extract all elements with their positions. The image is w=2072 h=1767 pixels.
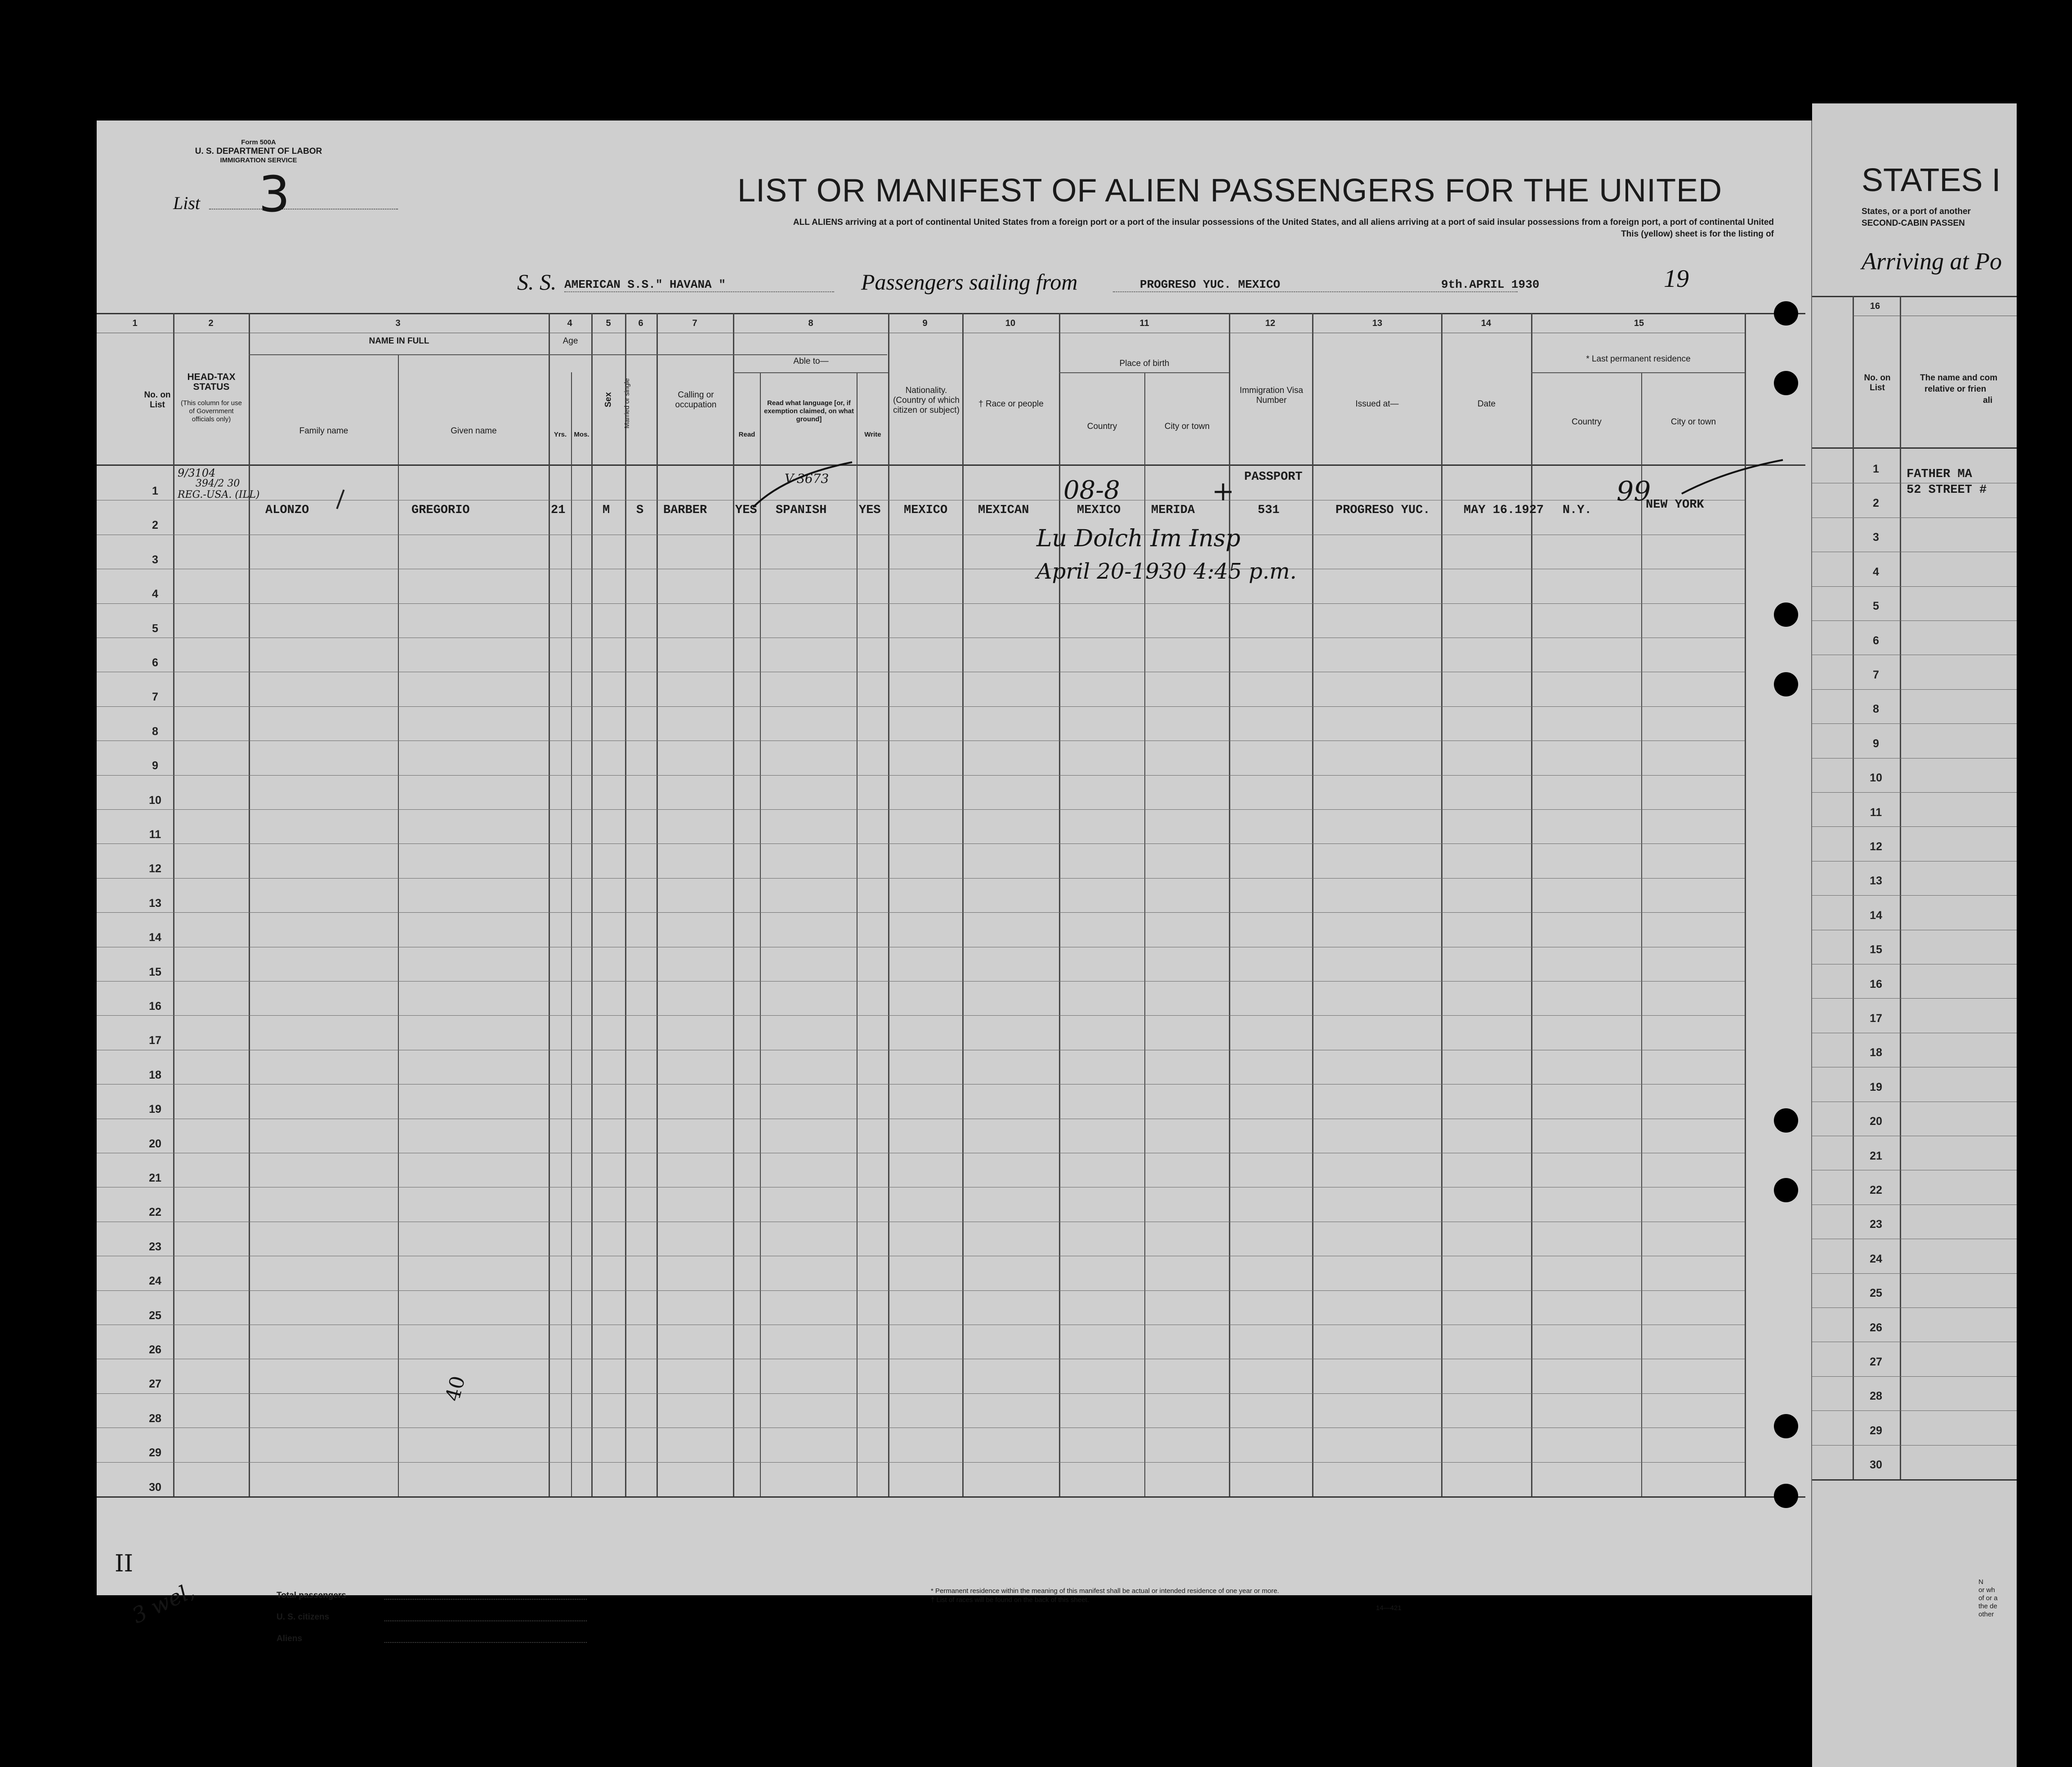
punch-hole bbox=[1774, 602, 1798, 627]
sailing-underline bbox=[1113, 291, 1518, 292]
punch-hole bbox=[1774, 672, 1798, 696]
colnum-6: 6 bbox=[638, 318, 643, 328]
form-number: Form 500A bbox=[241, 138, 276, 146]
row-divider bbox=[1812, 1410, 2017, 1411]
header-residence-country: Country bbox=[1572, 417, 1602, 427]
handwritten-cross: + bbox=[1212, 476, 1235, 507]
row-number: 16 bbox=[149, 1000, 161, 1013]
row-number: 14 bbox=[149, 931, 161, 944]
birth-country: MEXICO bbox=[1077, 504, 1121, 517]
continuation-row-number: 10 bbox=[1870, 772, 1882, 785]
continuation-row-number: 26 bbox=[1870, 1321, 1882, 1334]
colnum-4: 4 bbox=[567, 318, 572, 328]
row-divider bbox=[1812, 758, 2017, 759]
header-age: Age bbox=[563, 336, 578, 346]
col-divider bbox=[571, 372, 572, 1496]
row-number: 10 bbox=[149, 794, 161, 807]
punch-hole bbox=[1774, 1414, 1798, 1438]
continuation-subtitle: SECOND-CABIN PASSEN bbox=[1862, 219, 1965, 228]
header-family-name: Family name bbox=[299, 426, 348, 436]
list-number: 3 bbox=[259, 165, 290, 223]
row-divider bbox=[1812, 1273, 2017, 1274]
header-date: Date bbox=[1477, 399, 1496, 409]
row-divider bbox=[97, 1393, 1745, 1394]
continuation-no-on-list: No. on List bbox=[1864, 373, 1891, 393]
colnum-14: 14 bbox=[1481, 318, 1491, 328]
punch-hole bbox=[1774, 301, 1798, 326]
continuation-row-number: 30 bbox=[1870, 1459, 1882, 1472]
col-divider bbox=[1531, 313, 1532, 1496]
footer-underline bbox=[384, 1620, 587, 1621]
continuation-row-number: 21 bbox=[1870, 1149, 1882, 1162]
row-number: 4 bbox=[152, 588, 158, 601]
sex: M bbox=[603, 504, 610, 517]
manifest-title: LIST OR MANIFEST OF ALIEN PASSENGERS FOR THE UNITED bbox=[737, 173, 1723, 209]
can-write: YES bbox=[859, 504, 881, 517]
continuation-footer: N or wh of or a the de other bbox=[1978, 1578, 1998, 1618]
row-divider bbox=[1812, 620, 2017, 621]
margin-mark: II bbox=[115, 1550, 134, 1577]
continuation-row-number: 25 bbox=[1870, 1287, 1882, 1300]
continuation-row-number: 24 bbox=[1870, 1252, 1882, 1265]
footer-underline bbox=[384, 1642, 587, 1643]
colnum-9: 9 bbox=[922, 318, 928, 328]
punch-hole bbox=[1774, 1484, 1798, 1508]
col-divider bbox=[656, 313, 658, 1496]
row-divider bbox=[97, 775, 1745, 776]
checkmark bbox=[336, 490, 344, 509]
col-divider bbox=[1900, 296, 1901, 1479]
col-divider bbox=[625, 313, 626, 1496]
visa-type: PASSPORT bbox=[1244, 470, 1303, 484]
birth-city: MERIDA bbox=[1151, 504, 1195, 517]
row-divider bbox=[97, 912, 1745, 913]
ss-label: S. S. bbox=[517, 269, 557, 294]
continuation-row-number: 4 bbox=[1873, 565, 1879, 578]
footer-total-passengers: Total passengers bbox=[277, 1591, 346, 1600]
age-years: 21 bbox=[551, 504, 566, 517]
row-divider bbox=[97, 1015, 1745, 1016]
sailing-date: 9th.APRIL 1930 bbox=[1441, 278, 1540, 291]
row-number: 9 bbox=[152, 759, 158, 772]
continuation-row-number: 5 bbox=[1873, 600, 1879, 613]
subheader-divider bbox=[249, 354, 887, 355]
row-number: 2 bbox=[152, 519, 158, 532]
continuation-row-number: 2 bbox=[1873, 496, 1879, 509]
col-divider bbox=[549, 313, 550, 1496]
continuation-col16-header: relative or frien bbox=[1925, 384, 1987, 394]
colnum-12: 12 bbox=[1265, 318, 1276, 328]
col-divider bbox=[1312, 313, 1313, 1496]
header-given-name: Given name bbox=[451, 426, 497, 436]
occupation: BARBER bbox=[663, 504, 707, 517]
colnum-16: 16 bbox=[1870, 301, 1880, 311]
inspector-signature: Lu Dolch Im Insp bbox=[1036, 525, 1241, 552]
subtitle-line1: ALL ALIENS arriving at a port of continental United States from a foreign port or a port of the insular possessions of the United States, and all aliens arriving at a port of said insular possessions from a foreign port, a port of continental United bbox=[793, 218, 1774, 227]
header-bottom-border bbox=[97, 464, 1805, 466]
row-divider bbox=[97, 878, 1745, 879]
row-divider bbox=[1812, 1307, 2017, 1308]
continuation-row-number: 11 bbox=[1870, 806, 1882, 819]
col-divider bbox=[1441, 313, 1442, 1496]
col-divider bbox=[1853, 296, 1854, 1479]
year-prefix: 19 bbox=[1664, 265, 1689, 293]
col-divider bbox=[1641, 372, 1642, 1496]
continuation-row-number: 6 bbox=[1873, 634, 1879, 647]
subheader-divider bbox=[1059, 372, 1229, 373]
department: U. S. DEPARTMENT OF LABOR bbox=[195, 147, 322, 156]
service: IMMIGRATION SERVICE bbox=[220, 156, 297, 164]
row-divider bbox=[1812, 895, 2017, 896]
table-bottom-border bbox=[97, 1496, 1805, 1498]
visa-number: 531 bbox=[1258, 504, 1280, 517]
colnum-7: 7 bbox=[692, 318, 697, 328]
continuation-relative: FATHER MA bbox=[1907, 468, 1972, 481]
continuation-table-bottom bbox=[1812, 1479, 2017, 1481]
continuation-row-number: 3 bbox=[1873, 531, 1879, 544]
continuation-row-number: 28 bbox=[1870, 1390, 1882, 1403]
sailing-from: PROGRESO YUC. MEXICO bbox=[1140, 278, 1281, 291]
row-number: 18 bbox=[149, 1068, 161, 1081]
footer-underline bbox=[384, 1599, 587, 1600]
inspection-timestamp: April 20-1930 4:45 p.m. bbox=[1036, 559, 1297, 584]
header-read-language: Read what language [or, if exemption claimed, on what ground] bbox=[764, 399, 854, 423]
subheader-divider bbox=[1531, 372, 1745, 373]
stamp-number: 40 bbox=[441, 1373, 470, 1404]
row-divider bbox=[97, 706, 1745, 707]
read-language: SPANISH bbox=[776, 504, 827, 517]
row-number: 5 bbox=[152, 622, 158, 635]
punch-hole bbox=[1774, 371, 1798, 395]
handwritten-annotation: 08-8 bbox=[1063, 476, 1120, 505]
row-divider bbox=[1812, 826, 2017, 827]
continuation-table-top bbox=[1812, 296, 2017, 297]
colnum-8: 8 bbox=[808, 318, 813, 328]
header-age-yrs: Yrs. bbox=[554, 431, 567, 438]
colnum-3: 3 bbox=[395, 318, 401, 328]
header-read: Read bbox=[738, 431, 755, 438]
header-head-tax: HEAD-TAX STATUS bbox=[187, 372, 236, 392]
row-number: 7 bbox=[152, 691, 158, 704]
colnum-15: 15 bbox=[1634, 318, 1644, 328]
continuation-row-number: 17 bbox=[1870, 1012, 1882, 1025]
row-divider bbox=[97, 1290, 1745, 1291]
col-divider bbox=[733, 313, 734, 1496]
list-label: List bbox=[173, 193, 201, 213]
row-divider bbox=[97, 1462, 1745, 1463]
row-number: 27 bbox=[149, 1378, 161, 1391]
issue-date: MAY 16.1927 bbox=[1464, 504, 1544, 517]
manifest-sheet bbox=[97, 120, 1813, 1643]
header-able-to: Able to— bbox=[793, 357, 829, 366]
list-underline bbox=[209, 209, 398, 210]
colnum-2: 2 bbox=[208, 318, 214, 328]
ship-underline bbox=[564, 291, 834, 292]
row-number: 6 bbox=[152, 656, 158, 669]
can-read: YES bbox=[735, 504, 757, 517]
header-no-on-list: No. on List bbox=[144, 390, 171, 410]
footer-form-code: 14—421 bbox=[1376, 1604, 1402, 1612]
header-birth-city: City or town bbox=[1164, 422, 1210, 431]
row-divider bbox=[1812, 723, 2017, 724]
row-number: 13 bbox=[149, 897, 161, 910]
row-number: 3 bbox=[152, 553, 158, 566]
row-number: 24 bbox=[149, 1275, 161, 1288]
handwritten-stroke bbox=[1679, 458, 1787, 498]
row-divider bbox=[97, 603, 1745, 604]
continuation-row-number: 7 bbox=[1873, 668, 1879, 681]
row-number: 29 bbox=[149, 1446, 161, 1459]
col-divider bbox=[398, 354, 399, 1496]
continuation-title: STATES I bbox=[1862, 162, 2001, 198]
subheader-divider bbox=[733, 372, 888, 373]
punch-hole bbox=[1774, 1108, 1798, 1133]
row-divider bbox=[1812, 1376, 2017, 1377]
continuation-row-number: 9 bbox=[1873, 737, 1879, 750]
row-number: 20 bbox=[149, 1137, 161, 1150]
continuation-subtitle: States, or a port of another bbox=[1862, 207, 1971, 216]
header-name-in-full: NAME IN FULL bbox=[369, 336, 429, 346]
row-number: 19 bbox=[149, 1103, 161, 1116]
continuation-row-number: 23 bbox=[1870, 1218, 1882, 1231]
row-divider bbox=[1812, 998, 2017, 999]
continuation-row-number: 19 bbox=[1870, 1080, 1882, 1093]
row-number: 21 bbox=[149, 1172, 161, 1185]
row-number: 12 bbox=[149, 862, 161, 875]
col-divider bbox=[591, 313, 593, 1496]
row-number: 11 bbox=[149, 828, 161, 841]
header-sex: Sex bbox=[603, 392, 613, 407]
residence-city: NEW YORK bbox=[1646, 498, 1704, 512]
colnum-11: 11 bbox=[1139, 318, 1149, 328]
header-last-residence: * Last permanent residence bbox=[1586, 354, 1691, 364]
header-head-tax-note: (This column for use of Government officials only) bbox=[181, 399, 242, 423]
sailing-label: Passengers sailing from bbox=[861, 269, 1078, 294]
head-tax-annotation: REG.-USA. (ILL) bbox=[178, 489, 260, 500]
header-occupation: Calling or occupation bbox=[675, 390, 717, 410]
given-name: GREGORIO bbox=[411, 504, 470, 517]
row-number: 15 bbox=[149, 965, 161, 978]
header-age-mos: Mos. bbox=[574, 431, 589, 438]
row-number: 22 bbox=[149, 1206, 161, 1219]
colnum-1: 1 bbox=[132, 318, 138, 328]
row-divider bbox=[97, 981, 1745, 982]
race: MEXICAN bbox=[978, 504, 1029, 517]
subtitle-line2: This (yellow) sheet is for the listing of bbox=[1621, 229, 1774, 239]
header-birth-country: Country bbox=[1087, 422, 1117, 431]
row-number: 1 bbox=[152, 485, 158, 498]
row-number: 28 bbox=[149, 1412, 161, 1425]
row-number: 26 bbox=[149, 1343, 161, 1356]
footer-us-citizens: U. S. citizens bbox=[277, 1612, 330, 1622]
col-divider bbox=[760, 372, 761, 1496]
residence-country: N.Y. bbox=[1563, 504, 1592, 517]
table-top-border bbox=[97, 313, 1805, 314]
continuation-col16-header: The name and com bbox=[1920, 373, 1998, 383]
continuation-row-number: 14 bbox=[1870, 909, 1882, 922]
continuation-arriving: Arriving at Po bbox=[1862, 248, 2002, 275]
colnum-13: 13 bbox=[1372, 318, 1383, 328]
continuation-page bbox=[1812, 103, 2017, 1767]
continuation-row-number: 8 bbox=[1873, 703, 1879, 716]
head-tax-annotation: 9/3104 bbox=[178, 467, 216, 479]
footer-aliens: Aliens bbox=[277, 1634, 303, 1643]
punch-hole bbox=[1774, 1178, 1798, 1202]
header-visa-number: Immigration Visa Number bbox=[1239, 386, 1304, 405]
continuation-row-number: 1 bbox=[1873, 462, 1879, 475]
row-divider bbox=[1812, 792, 2017, 793]
footer-note-residence: * Permanent residence within the meaning of this manifest shall be actual or intended residence of one year or more. bbox=[931, 1587, 1279, 1595]
continuation-row-number: 15 bbox=[1870, 943, 1882, 956]
issued-at: PROGRESO YUC. bbox=[1335, 504, 1430, 517]
margin-mark: 3 wel, bbox=[128, 1578, 198, 1629]
continuation-row-number: 16 bbox=[1870, 977, 1882, 991]
continuation-row-number: 18 bbox=[1870, 1046, 1882, 1059]
row-number: 30 bbox=[149, 1481, 161, 1494]
row-divider bbox=[97, 809, 1745, 810]
header-race: † Race or people bbox=[978, 399, 1044, 409]
continuation-row-number: 27 bbox=[1870, 1355, 1882, 1368]
col-divider bbox=[962, 313, 964, 1496]
colnum-5: 5 bbox=[606, 318, 611, 328]
header-write: Write bbox=[864, 431, 881, 438]
continuation-row-number: 13 bbox=[1870, 875, 1882, 888]
row-divider bbox=[1812, 689, 2017, 690]
header-marital: Married or single bbox=[623, 378, 631, 428]
continuation-header-bottom bbox=[1812, 447, 2017, 449]
handwritten-annotation: 99 bbox=[1617, 476, 1651, 507]
row-divider bbox=[97, 843, 1745, 844]
row-divider bbox=[1812, 586, 2017, 587]
col-divider bbox=[888, 313, 889, 1496]
marital-status: S bbox=[636, 504, 644, 517]
continuation-row-number: 22 bbox=[1870, 1183, 1882, 1196]
header-residence-city: City or town bbox=[1670, 417, 1716, 427]
continuation-row-number: 20 bbox=[1870, 1115, 1882, 1128]
head-tax-annotation: 394/2 30 bbox=[196, 478, 240, 489]
header-place-of-birth: Place of birth bbox=[1119, 359, 1170, 368]
continuation-row-number: 12 bbox=[1870, 840, 1882, 853]
family-name: ALONZO bbox=[265, 504, 309, 517]
col-divider bbox=[173, 313, 174, 1496]
nationality: MEXICO bbox=[904, 504, 948, 517]
col-divider bbox=[1059, 313, 1060, 1496]
row-number: 8 bbox=[152, 725, 158, 738]
continuation-row-number: 29 bbox=[1870, 1424, 1882, 1437]
row-number: 17 bbox=[149, 1034, 161, 1047]
colnum-10: 10 bbox=[1005, 318, 1016, 328]
header-nationality: Nationality. (Country of which citizen or subject) bbox=[893, 386, 960, 415]
row-number: 25 bbox=[149, 1309, 161, 1322]
continuation-relative-address: 52 STREET # bbox=[1907, 483, 1987, 497]
continuation-col16-header: ali bbox=[1983, 396, 1993, 405]
handwritten-annotation: V-3673 bbox=[785, 471, 829, 486]
row-divider bbox=[1812, 1445, 2017, 1446]
footer-note-races: † List of races will be found on the back of this sheet. bbox=[931, 1596, 1089, 1604]
header-issued-at: Issued at— bbox=[1355, 399, 1399, 409]
row-number: 23 bbox=[149, 1240, 161, 1253]
ship-name: AMERICAN S.S." HAVANA " bbox=[564, 278, 726, 291]
